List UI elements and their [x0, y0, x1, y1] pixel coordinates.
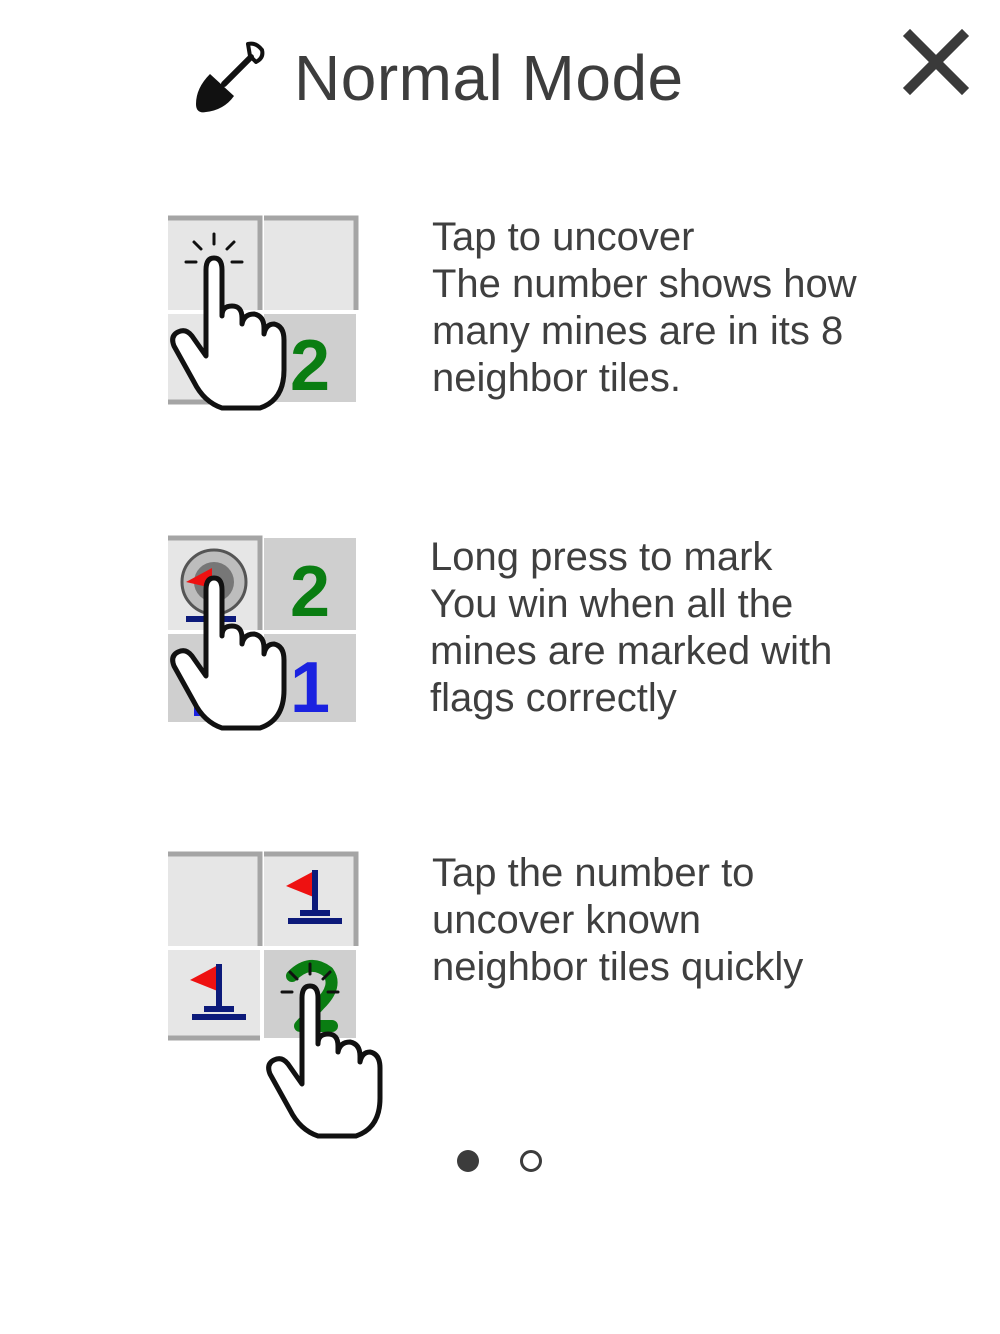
tile-number: 2 — [289, 326, 331, 406]
tile-raised — [168, 854, 260, 946]
tile-number: 1 — [289, 648, 331, 728]
tile-flagged — [168, 950, 260, 1038]
page-indicator — [0, 1146, 1000, 1176]
title-group — [190, 38, 684, 118]
description-line: uncover known — [432, 898, 702, 942]
close-icon[interactable] — [898, 24, 974, 100]
tutorial-step-chord — [0, 836, 1000, 1136]
shovel-icon — [190, 40, 266, 116]
tile-flagged — [264, 854, 356, 946]
long-press-illustration — [160, 530, 400, 830]
tap-number-illustration — [160, 846, 400, 1146]
description-line: Long press to mark — [430, 535, 773, 579]
step-description — [432, 850, 952, 991]
description-line: The number shows how — [432, 262, 857, 306]
description-line: Tap the number to — [432, 851, 755, 895]
description-line: You win when all the — [430, 582, 794, 626]
description-line: neighbor tiles quickly — [432, 945, 804, 989]
description-line: neighbor tiles. — [432, 356, 682, 400]
description-line: flags correctly — [430, 676, 677, 720]
page-dot-1-active[interactable] — [457, 1150, 479, 1172]
description-line: Tap to uncover — [432, 215, 695, 259]
tap-to-uncover-illustration — [160, 210, 400, 510]
tile-raised — [264, 218, 356, 310]
header — [0, 0, 1000, 150]
tutorial-step-mark — [0, 520, 1000, 780]
page-dot-2[interactable] — [520, 1150, 542, 1172]
description-line: many mines are in its 8 — [432, 309, 844, 353]
step-description — [432, 214, 952, 402]
step-description — [430, 534, 950, 722]
description-line: mines are marked with — [430, 629, 833, 673]
tile-number: 2 — [289, 552, 331, 632]
tutorial-step-uncover — [0, 200, 1000, 460]
page-title: Normal Mode — [294, 42, 684, 114]
